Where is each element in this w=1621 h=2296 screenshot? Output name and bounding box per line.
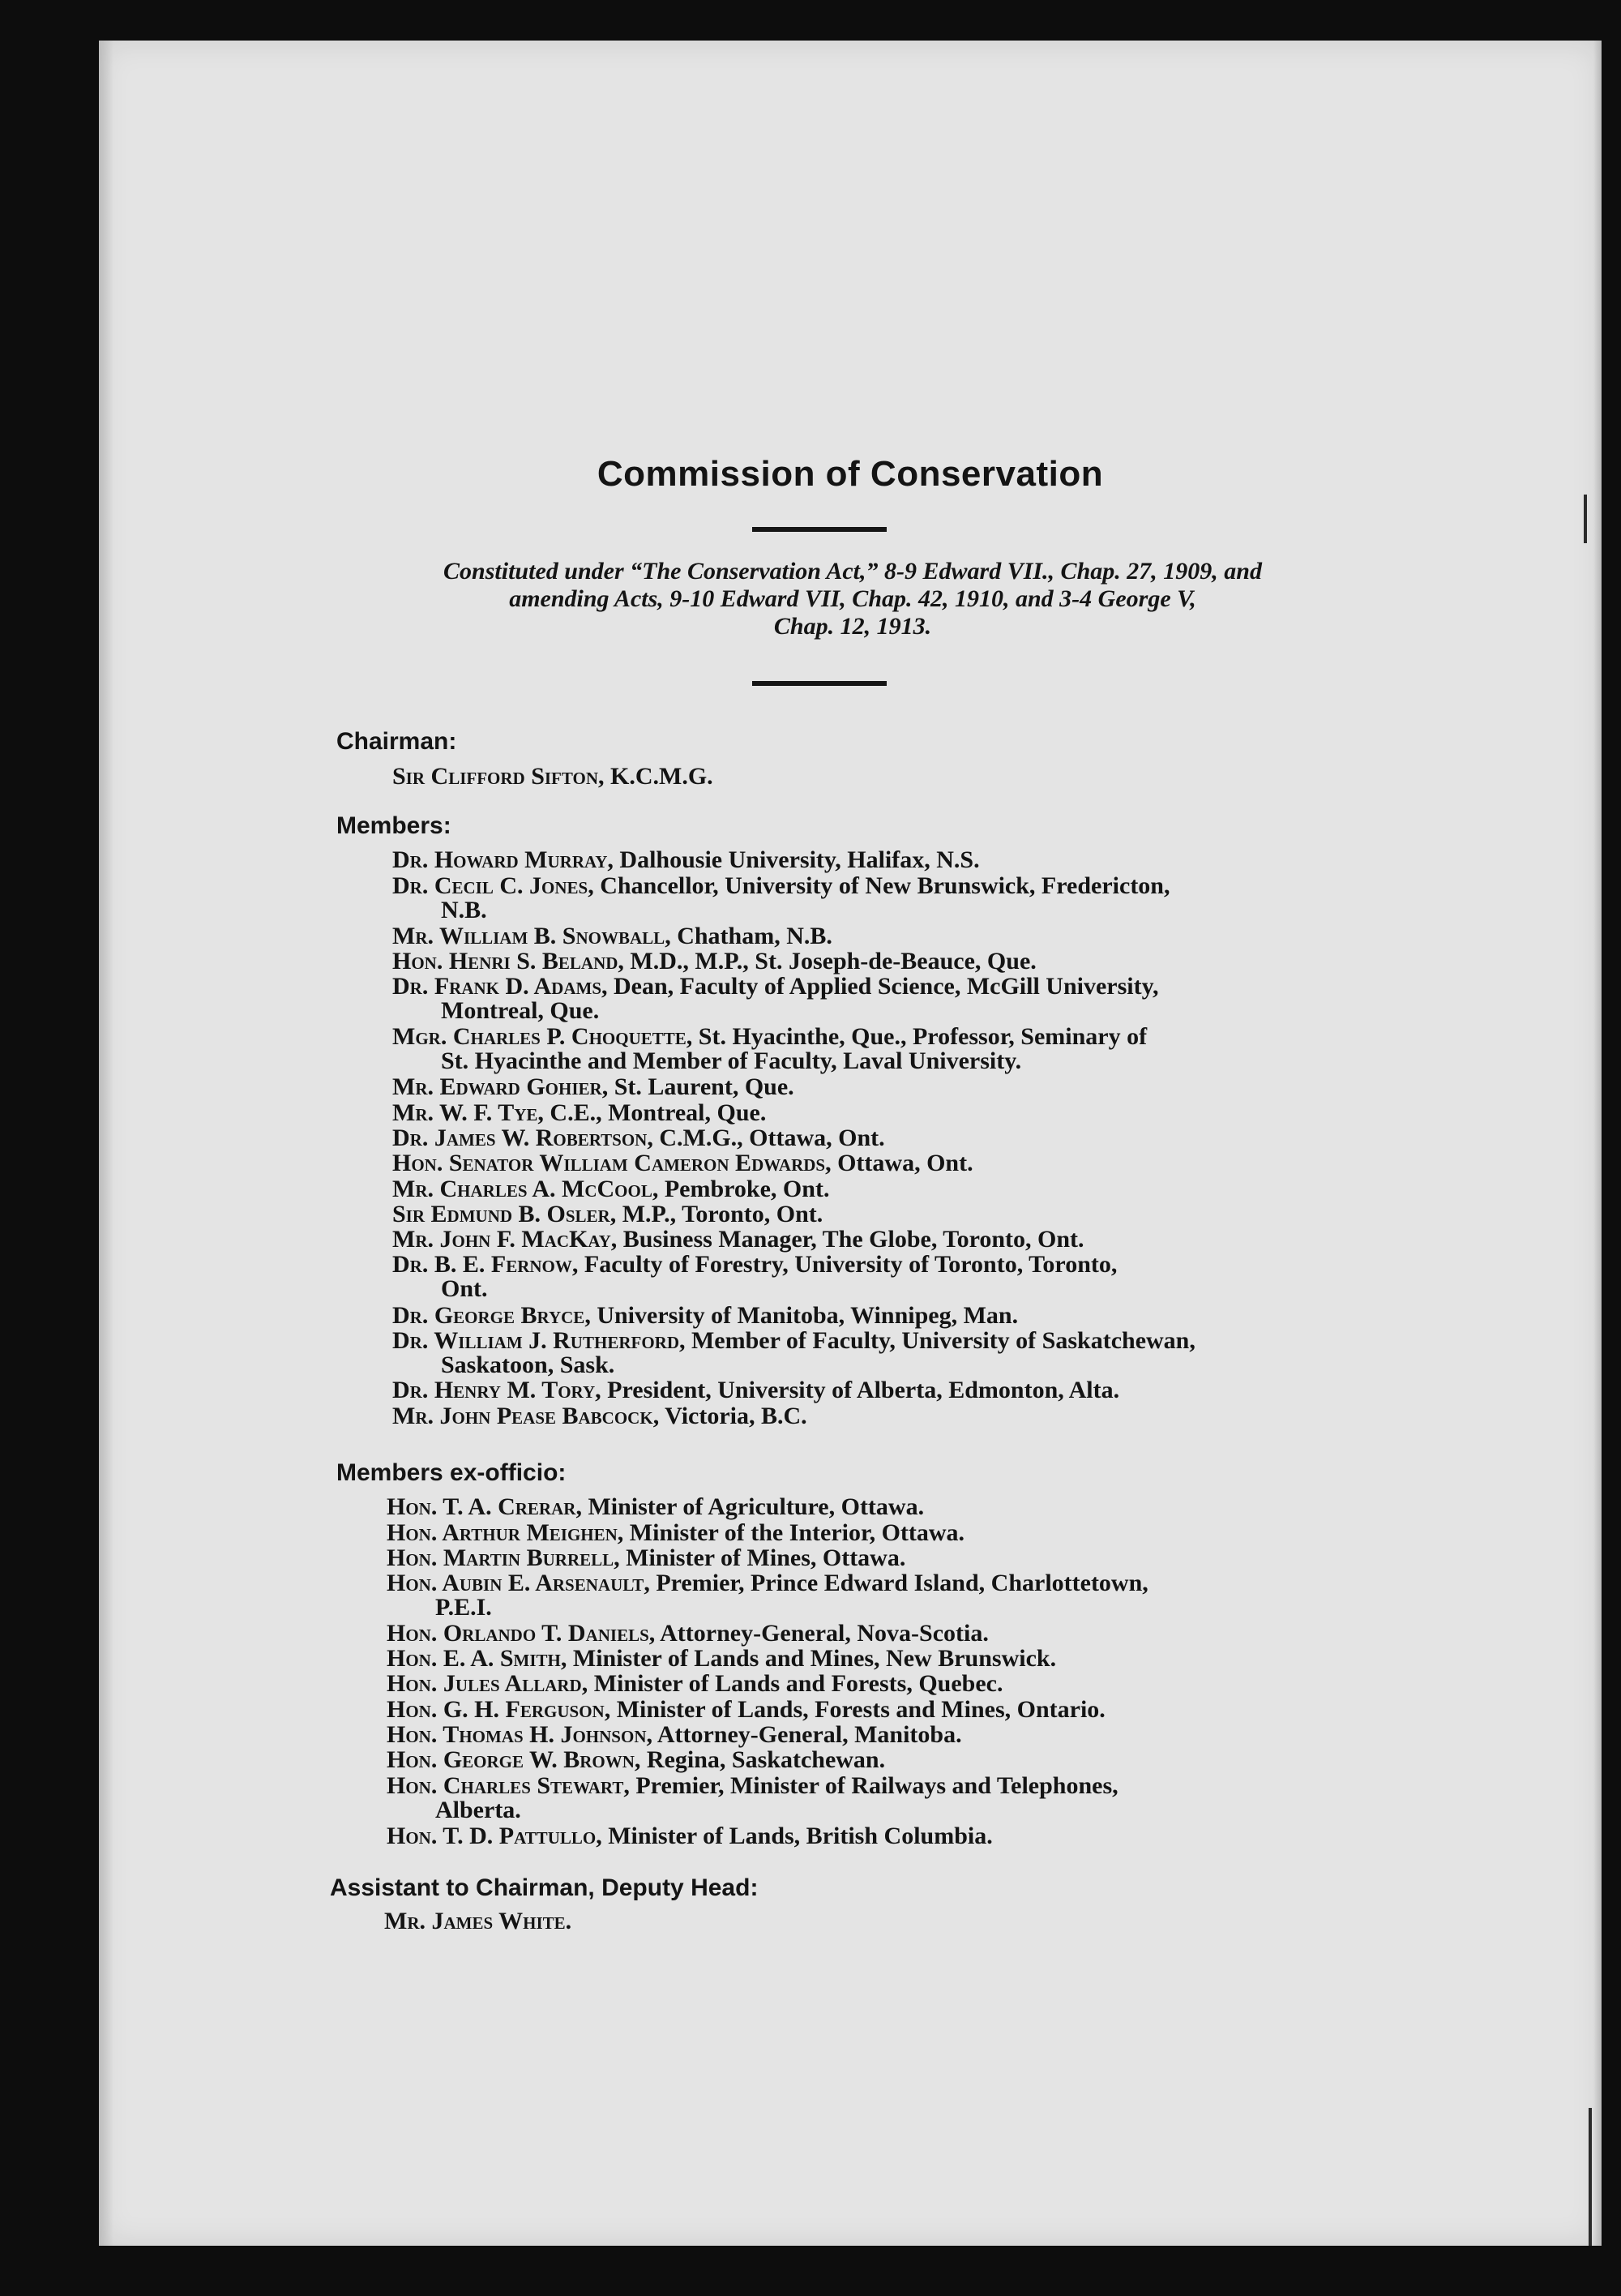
ex-officio-heading: Members ex-officio: xyxy=(336,1459,567,1486)
honorific: Dr. xyxy=(392,1124,434,1151)
person-name: George W. Brown xyxy=(443,1746,635,1773)
roster-entry xyxy=(392,1378,1438,1403)
honorific: Hon. xyxy=(387,1544,443,1571)
person-name: Charles A. McCool xyxy=(439,1176,652,1202)
honorific: Mr. xyxy=(392,1226,440,1253)
honorific: Hon. xyxy=(387,1493,443,1520)
roster-entry xyxy=(392,1151,1438,1176)
person-description: , Minister of the Interior, Ottawa. xyxy=(617,1519,965,1546)
document-page xyxy=(99,41,1602,2246)
person-name: John F. MacKay xyxy=(439,1226,611,1253)
roster-entry xyxy=(392,1025,1438,1073)
person-description: , University of Manitoba, Winnipeg, Man. xyxy=(584,1302,1019,1329)
roster-line xyxy=(387,1698,1432,1722)
roster-line xyxy=(387,1723,1432,1747)
honorific: Hon. xyxy=(387,1721,443,1748)
person-description: , C.E., Montreal, Que. xyxy=(537,1099,767,1126)
person-name: William J. Rutherford xyxy=(434,1327,679,1354)
honorific: Dr. xyxy=(392,1327,434,1354)
roster-line xyxy=(392,1075,1438,1099)
honorific: Hon. xyxy=(387,1696,443,1723)
honorific: Dr. xyxy=(392,846,434,873)
person-name: Senator William Cameron Edwards xyxy=(448,1150,826,1176)
roster-line xyxy=(392,1151,1438,1176)
honorific: Dr. xyxy=(392,1251,434,1278)
honorific: Mr. xyxy=(392,1099,439,1126)
person-name: William B. Snowball xyxy=(438,923,665,949)
constitution-line: Constituted under “The Conservation Act,” 8-9 Edward VII., Chap. 27, 1909, and xyxy=(443,558,1262,585)
honorific: Hon. xyxy=(387,1772,443,1799)
continuation-line: Montreal, Que. xyxy=(441,997,600,1024)
roster-line xyxy=(392,949,1438,974)
person-description: , Premier, Minister of Railways and Telephones, xyxy=(623,1772,1118,1799)
honorific: Mr. xyxy=(392,1403,440,1429)
statement-divider xyxy=(752,681,887,686)
person-description: , M.D., M.P., St. Joseph-de-Beauce, Que. xyxy=(618,948,1037,975)
roster-entry xyxy=(392,1329,1438,1377)
person-description: , C.M.G., Ottawa, Ont. xyxy=(647,1124,885,1151)
person-description: , Regina, Saskatchewan. xyxy=(634,1746,886,1773)
roster-entry xyxy=(387,1571,1432,1620)
roster-line xyxy=(387,1824,1432,1848)
honorific: Hon. xyxy=(387,1519,443,1546)
roster-entry xyxy=(392,1126,1438,1150)
roster-entry xyxy=(392,874,1438,923)
assistant-name: Mr. James White. xyxy=(384,1908,572,1934)
person-description: , Chatham, N.B. xyxy=(665,923,832,949)
roster-line xyxy=(387,1521,1432,1545)
continuation-line: P.E.I. xyxy=(435,1594,492,1621)
continuation-line: Alberta. xyxy=(435,1797,521,1823)
person-description: , President, University of Alberta, Edmonton, Alta. xyxy=(595,1377,1120,1403)
person-name: Arthur Meighen xyxy=(442,1519,618,1546)
person-name: Edward Gohier xyxy=(439,1073,602,1100)
person-name: W. F. Tye xyxy=(438,1099,538,1126)
roster-line xyxy=(392,1101,1438,1125)
person-name: Charles P. Choquette xyxy=(452,1023,686,1050)
person-description: , Dalhousie University, Halifax, N.S. xyxy=(607,846,980,873)
person-description: , Minister of Lands and Mines, New Brunswick. xyxy=(560,1645,1057,1672)
person-description: , Ottawa, Ont. xyxy=(825,1150,973,1176)
roster-entry xyxy=(387,1647,1432,1671)
roster-line xyxy=(392,1329,1438,1353)
person-name: T. A. Crerar xyxy=(443,1493,576,1520)
roster-entry xyxy=(387,1723,1432,1747)
person-description: , Minister of Agriculture, Ottawa. xyxy=(575,1493,925,1520)
roster-entry xyxy=(392,1177,1438,1202)
honorific: Dr. xyxy=(392,872,434,899)
constitution-statement xyxy=(326,558,1379,640)
roster-line xyxy=(392,924,1438,949)
roster-entry xyxy=(387,1774,1432,1823)
roster-entry xyxy=(392,1404,1438,1429)
honorific: Dr. xyxy=(392,1302,434,1329)
honorific: Hon. xyxy=(392,1150,449,1176)
roster-line xyxy=(392,1404,1438,1429)
roster-entry xyxy=(392,848,1438,872)
honorific: Hon. xyxy=(387,1823,443,1849)
honorific: Hon. xyxy=(387,1570,443,1596)
roster-line xyxy=(387,1647,1432,1671)
title-divider xyxy=(752,527,887,532)
page-title: Commission of Conservation xyxy=(597,454,1104,494)
roster-entry xyxy=(392,975,1438,1023)
honorific: Hon. xyxy=(387,1620,443,1647)
chairman-name: Sir Clifford Sifton, K.C.M.G. xyxy=(392,763,713,790)
person-name: Orlando T. Daniels xyxy=(443,1620,649,1647)
honorific: Mr. xyxy=(392,1073,440,1100)
roster-entry xyxy=(387,1698,1432,1722)
honorific: Hon. xyxy=(387,1645,443,1672)
constitution-line: amending Acts, 9-10 Edward VII, Chap. 42, 1910, and 3-4 George V, xyxy=(509,585,1196,612)
person-description: , Faculty of Forestry, University of Toronto, Toronto, xyxy=(571,1251,1118,1278)
roster-entry xyxy=(392,924,1438,949)
roster-entry xyxy=(387,1748,1432,1772)
continuation-line: St. Hyacinthe and Member of Faculty, Laval University. xyxy=(441,1047,1022,1074)
person-name: Henry M. Tory xyxy=(434,1377,596,1403)
roster-entry xyxy=(387,1621,1432,1646)
roster-line xyxy=(387,1748,1432,1772)
roster-line xyxy=(392,1304,1438,1328)
person-name: Jules Allard xyxy=(443,1670,582,1697)
scan-mark xyxy=(1589,2108,1592,2246)
person-name: Aubin E. Arsenault xyxy=(442,1570,644,1596)
roster-line xyxy=(392,1202,1438,1227)
members-heading: Members: xyxy=(336,812,451,839)
roster-entry xyxy=(392,1075,1438,1099)
roster-entry xyxy=(387,1521,1432,1545)
person-name: G. H. Ferguson xyxy=(443,1696,605,1723)
person-name: Charles Stewart xyxy=(443,1772,624,1799)
person-name: Thomas H. Johnson xyxy=(443,1721,647,1748)
honorific: Mgr. xyxy=(392,1023,453,1050)
roster-entry xyxy=(387,1495,1432,1519)
roster-line xyxy=(387,1571,1432,1596)
person-name: Howard Murray xyxy=(434,846,608,873)
person-description: , Victoria, B.C. xyxy=(652,1403,807,1429)
roster-entry xyxy=(387,1824,1432,1848)
roster-line xyxy=(392,1177,1438,1202)
roster-entry xyxy=(387,1672,1432,1696)
person-description: , M.P., Toronto, Ont. xyxy=(609,1201,823,1227)
roster-line xyxy=(392,874,1438,898)
roster-entry xyxy=(387,1546,1432,1570)
person-description: , Minister of Lands, Forests and Mines, Ontario. xyxy=(604,1696,1106,1723)
person-name: Martin Burrell xyxy=(443,1544,614,1571)
honorific: Dr. xyxy=(392,1377,434,1403)
roster-line xyxy=(392,975,1438,999)
roster-line xyxy=(387,1774,1432,1798)
assistant-heading: Assistant to Chairman, Deputy Head: xyxy=(330,1874,759,1901)
person-description: , Minister of Lands, British Columbia. xyxy=(596,1823,993,1849)
roster-line xyxy=(387,1546,1432,1570)
page-right-shadow xyxy=(1593,41,1602,2246)
honorific: Hon. xyxy=(387,1670,443,1697)
roster-line xyxy=(387,1495,1432,1519)
person-description: , Member of Faculty, University of Saskatchewan, xyxy=(678,1327,1195,1354)
roster-entry xyxy=(392,1101,1438,1125)
person-name: Cecil C. Jones xyxy=(434,872,588,899)
person-description: , Attorney-General, Nova-Scotia. xyxy=(648,1620,989,1647)
roster-entry xyxy=(392,1227,1438,1252)
continuation-line: N.B. xyxy=(441,897,487,923)
person-description: , St. Laurent, Que. xyxy=(601,1073,794,1100)
roster-line xyxy=(387,1621,1432,1646)
roster-entry xyxy=(392,1304,1438,1328)
page-left-shadow xyxy=(99,41,113,2246)
roster-line xyxy=(392,1227,1438,1252)
roster-entry xyxy=(392,1253,1438,1301)
person-name: John Pease Babcock xyxy=(439,1403,653,1429)
honorific: Sir xyxy=(392,1201,431,1227)
person-description: , Minister of Lands and Forests, Quebec. xyxy=(581,1670,1003,1697)
chairman-heading: Chairman: xyxy=(336,728,457,755)
honorific: Mr. xyxy=(392,923,439,949)
constitution-line: Chap. 12, 1913. xyxy=(773,613,932,640)
person-name: Frank D. Adams xyxy=(434,973,602,1000)
roster-entry xyxy=(392,949,1438,974)
person-name: Henri S. Beland xyxy=(448,948,618,975)
continuation-line: Ont. xyxy=(441,1275,488,1302)
person-description: , Premier, Prince Edward Island, Charlottetown, xyxy=(644,1570,1148,1596)
roster-line xyxy=(392,1378,1438,1403)
honorific: Dr. xyxy=(392,973,434,1000)
roster-line xyxy=(392,1025,1438,1049)
person-description: , St. Hyacinthe, Que., Professor, Seminary of xyxy=(686,1023,1148,1050)
honorific: Hon. xyxy=(387,1746,443,1773)
person-name: E. A. Smith xyxy=(443,1645,561,1672)
person-name: T. D. Pattullo xyxy=(443,1823,597,1849)
honorific: Hon. xyxy=(392,948,449,975)
person-description: , Chancellor, University of New Brunswick, Fredericton, xyxy=(588,872,1170,899)
person-description: , Business Manager, The Globe, Toronto, Ont. xyxy=(610,1226,1084,1253)
honorific: Mr. xyxy=(392,1176,440,1202)
person-name: Edmund B. Osler xyxy=(430,1201,610,1227)
continuation-line: Saskatoon, Sask. xyxy=(441,1351,615,1378)
person-description: , Minister of Mines, Ottawa. xyxy=(614,1544,906,1571)
person-name: James W. Robertson xyxy=(434,1124,648,1151)
person-name: George Bryce xyxy=(434,1302,585,1329)
roster-entry xyxy=(392,1202,1438,1227)
roster-line xyxy=(392,1126,1438,1150)
roster-line xyxy=(392,1253,1438,1277)
person-description: , Attorney-General, Manitoba. xyxy=(646,1721,962,1748)
roster-line xyxy=(387,1672,1432,1696)
roster-line xyxy=(392,848,1438,872)
person-description: , Pembroke, Ont. xyxy=(652,1176,830,1202)
person-description: , Dean, Faculty of Applied Science, McGill University, xyxy=(601,973,1159,1000)
scan-mark xyxy=(1584,495,1587,543)
person-name: B. E. Fernow xyxy=(434,1251,572,1278)
